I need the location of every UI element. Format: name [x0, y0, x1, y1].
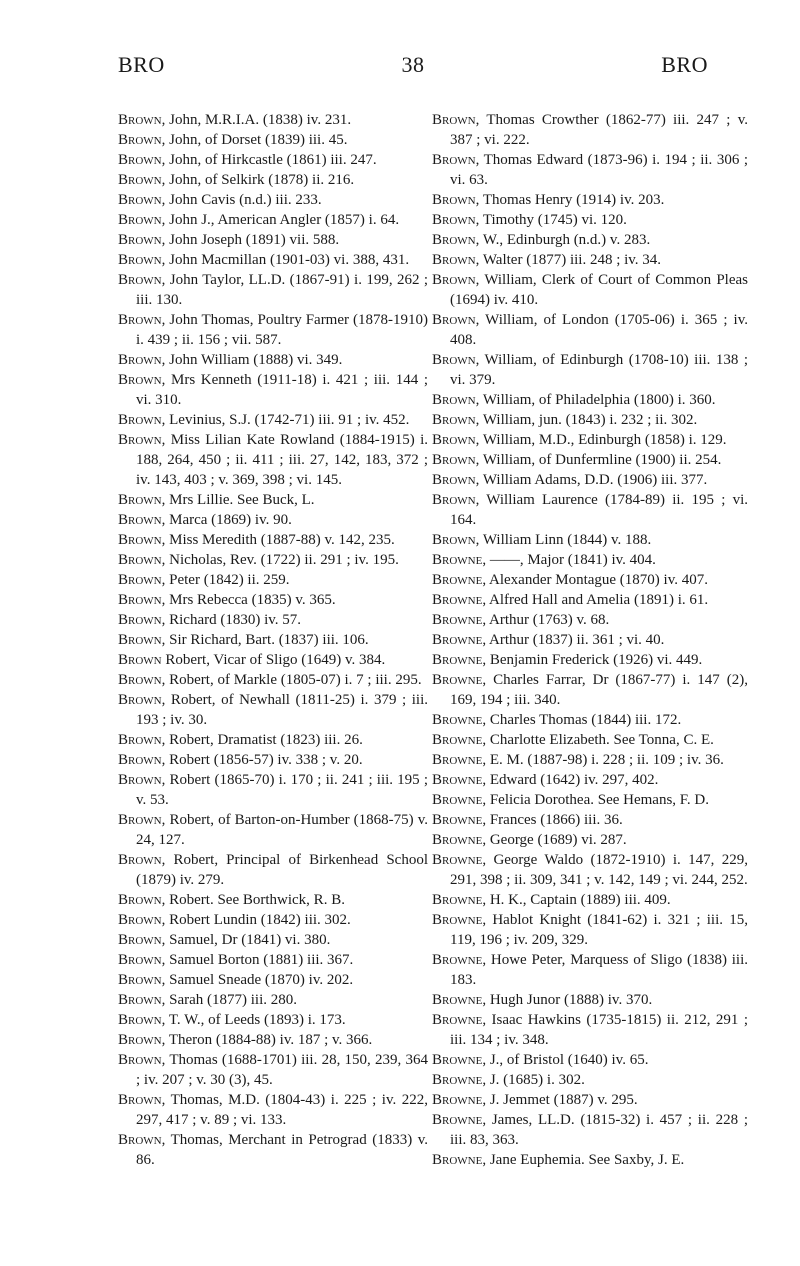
entry-surname: Brown [118, 192, 162, 208]
index-entry [432, 630, 748, 650]
entry-text: , Peter (1842) ii. 259. [161, 572, 290, 588]
index-entry [118, 950, 428, 970]
entry-text: , Mrs Lillie. See Buck, L. [161, 492, 315, 508]
entry-text: , Mrs Kenneth (1911-18) i. 421 ; iii. 144 ; vi. 310. [136, 372, 428, 408]
index-entry [432, 530, 748, 550]
index-entry [432, 890, 748, 910]
entry-text: , J. (1685) i. 302. [482, 1072, 585, 1088]
index-entry [118, 690, 428, 730]
entry-text: , J., of Bristol (1640) iv. 65. [482, 1052, 649, 1068]
entry-surname: Brown [118, 672, 162, 688]
entry-surname: Brown [432, 192, 476, 208]
entry-surname: Brown [118, 492, 162, 508]
entry-surname: Browne [432, 1052, 483, 1068]
index-entry [118, 130, 428, 150]
entry-text: , Thomas, M.D. (1804-43) i. 225 ; iv. 222, 297, 417 ; v. 89 ; vi. 133. [136, 1092, 428, 1128]
index-entry [432, 230, 748, 250]
entry-surname: Browne [432, 1152, 483, 1168]
entry-surname: Brown [118, 352, 162, 368]
index-entry [432, 410, 748, 430]
entry-text: , Samuel Borton (1881) iii. 367. [161, 952, 354, 968]
entry-surname: Brown [118, 692, 162, 708]
index-entry [118, 370, 428, 410]
entry-surname: Browne [432, 1112, 483, 1128]
index-entry [432, 150, 748, 190]
index-entry [432, 610, 748, 630]
entry-surname: Browne [432, 772, 483, 788]
entry-text: , George (1689) vi. 287. [482, 832, 627, 848]
entry-surname: Browne [432, 632, 483, 648]
entry-text: , John, of Dorset (1839) iii. 45. [161, 132, 348, 148]
entry-surname: Brown [432, 252, 476, 268]
index-entry [432, 210, 748, 230]
entry-text: , Hablot Knight (1841-62) i. 321 ; iii. 15, 119, 196 ; iv. 209, 329. [450, 912, 748, 948]
entry-text: , Alexander Montague (1870) iv. 407. [482, 572, 708, 588]
entry-text: , Samuel Sneade (1870) iv. 202. [161, 972, 354, 988]
entry-surname: Brown [432, 352, 476, 368]
entry-text: , John William (1888) vi. 349. [161, 352, 343, 368]
entry-text: , John Taylor, LL.D. (1867-91) i. 199, 262 ; iii. 130. [136, 272, 428, 308]
entry-text: , Samuel, Dr (1841) vi. 380. [161, 932, 331, 948]
index-entry [118, 1090, 428, 1130]
entry-text: , John, of Selkirk (1878) ii. 216. [161, 172, 355, 188]
index-entry [432, 810, 748, 830]
index-entry [432, 390, 748, 410]
entry-text: , Thomas Henry (1914) iv. 203. [475, 192, 665, 208]
entry-surname: Brown [118, 572, 162, 588]
index-entry [118, 490, 428, 510]
entry-surname: Browne [432, 572, 483, 588]
index-entry [432, 430, 748, 450]
entry-surname: Brown [432, 232, 476, 248]
entry-text: , Robert (1865-70) i. 170 ; ii. 241 ; iii. 195 ; v. 53. [136, 772, 428, 808]
entry-text: , Charlotte Elizabeth. See Tonna, C. E. [482, 732, 714, 748]
index-entry [432, 250, 748, 270]
index-entry [118, 250, 428, 270]
index-entry [118, 990, 428, 1010]
entry-surname: Brown [432, 112, 476, 128]
entry-surname: Brown [118, 272, 162, 288]
entry-text: , William, jun. (1843) i. 232 ; ii. 302. [475, 412, 698, 428]
entry-text: , George Waldo (1872-1910) i. 147, 229, 291, 398 ; ii. 309, 341 ; v. 142, 149 ; vi. 244, 252. [450, 852, 748, 888]
entry-text: , Miss Meredith (1887-88) v. 142, 235. [161, 532, 395, 548]
entry-surname: Brown [118, 652, 162, 668]
index-entry [118, 430, 428, 490]
entry-surname: Browne [432, 1012, 483, 1028]
index-entry [118, 910, 428, 930]
index-entry [118, 730, 428, 750]
index-entry [118, 310, 428, 350]
entry-surname: Browne [432, 1072, 483, 1088]
entry-text: , Charles Thomas (1844) iii. 172. [482, 712, 682, 728]
index-entry [432, 450, 748, 470]
entry-surname: Brown [432, 472, 476, 488]
entry-text: , Thomas, Merchant in Petrograd (1833) v. 86. [136, 1132, 428, 1168]
entry-text: , Robert, Dramatist (1823) iii. 26. [161, 732, 363, 748]
index-entry [118, 1050, 428, 1090]
entry-surname: Brown [118, 892, 162, 908]
entry-text: , Nicholas, Rev. (1722) ii. 291 ; iv. 195. [161, 552, 399, 568]
entry-text: , Benjamin Frederick (1926) vi. 449. [482, 652, 703, 668]
entry-surname: Brown [118, 752, 162, 768]
index-entry [118, 670, 428, 690]
entry-surname: Browne [432, 792, 483, 808]
index-entry [118, 770, 428, 810]
entry-text: , J. Jemmet (1887) v. 295. [482, 1092, 638, 1108]
entry-surname: Browne [432, 952, 483, 968]
index-entry [118, 410, 428, 430]
index-entry [118, 550, 428, 570]
index-entry [432, 1150, 748, 1170]
header-left-guide-word: BRO [118, 52, 165, 77]
index-entry [118, 230, 428, 250]
entry-text: , Robert, of Barton-on-Humber (1868-75) v. 24, 127. [136, 812, 428, 848]
entry-surname: Brown [432, 152, 476, 168]
entry-surname: Brown [432, 412, 476, 428]
entry-surname: Brown [432, 392, 476, 408]
entry-surname: Brown [118, 252, 162, 268]
entry-text: , Walter (1877) iii. 248 ; iv. 34. [475, 252, 662, 268]
entry-text: , William, of Dunfermline (1900) ii. 254. [475, 452, 722, 468]
entry-text: , William Adams, D.D. (1906) iii. 377. [475, 472, 708, 488]
entry-text: , Robert (1856-57) iv. 338 ; v. 20. [161, 752, 363, 768]
index-entry [432, 950, 748, 990]
right-index-column [432, 110, 748, 1170]
entry-surname: Brown [118, 1092, 162, 1108]
entry-surname: Brown [118, 152, 162, 168]
entry-surname: Brown [118, 812, 162, 828]
entry-surname: Brown [118, 732, 162, 748]
entry-text: , Robert. See Borthwick, R. B. [161, 892, 345, 908]
entry-text: , H. K., Captain (1889) iii. 409. [482, 892, 671, 908]
entry-text: Robert, Vicar of Sligo (1649) v. 384. [161, 652, 386, 668]
entry-surname: Browne [432, 612, 483, 628]
entry-text: , Arthur (1763) v. 68. [482, 612, 610, 628]
entry-surname: Brown [118, 992, 162, 1008]
index-entry [432, 350, 748, 390]
index-entry [432, 710, 748, 730]
entry-surname: Browne [432, 712, 483, 728]
entry-surname: Brown [118, 412, 162, 428]
index-entry [118, 810, 428, 850]
index-entry [118, 190, 428, 210]
entry-surname: Brown [118, 532, 162, 548]
entry-text: , ——, Major (1841) iv. 404. [482, 552, 656, 568]
entry-text: , Thomas Edward (1873-96) i. 194 ; ii. 306 ; vi. 63. [450, 152, 748, 188]
index-entry [432, 590, 748, 610]
index-entry [118, 110, 428, 130]
index-entry [118, 890, 428, 910]
index-entry [432, 830, 748, 850]
entry-surname: Brown [118, 1132, 162, 1148]
index-entry [432, 670, 748, 710]
entry-surname: Brown [118, 512, 162, 528]
entry-surname: Brown [118, 852, 162, 868]
entry-surname: Brown [432, 532, 476, 548]
index-entry [118, 1010, 428, 1030]
entry-text: , Thomas Crowther (1862-77) iii. 247 ; v. 387 ; vi. 222. [450, 112, 748, 148]
index-entry [118, 750, 428, 770]
entry-text: , John Cavis (n.d.) iii. 233. [161, 192, 322, 208]
index-entry [432, 990, 748, 1010]
entry-text: , William, of Edinburgh (1708-10) iii. 138 ; vi. 379. [450, 352, 748, 388]
entry-text: , Sir Richard, Bart. (1837) iii. 106. [161, 632, 369, 648]
entry-text: , Alfred Hall and Amelia (1891) i. 61. [482, 592, 709, 608]
index-entry [432, 490, 748, 530]
entry-surname: Brown [118, 1032, 162, 1048]
index-entry [118, 530, 428, 550]
entry-surname: Brown [118, 912, 162, 928]
entry-text: , Charles Farrar, Dr (1867-77) i. 147 (2), 169, 194 ; iii. 340. [450, 672, 748, 708]
entry-surname: Brown [118, 232, 162, 248]
index-entry [118, 630, 428, 650]
index-entry [118, 150, 428, 170]
entry-surname: Brown [118, 952, 162, 968]
index-entry [118, 610, 428, 630]
entry-surname: Brown [432, 312, 476, 328]
entry-text: , William Linn (1844) v. 188. [475, 532, 652, 548]
entry-surname: Browne [432, 892, 483, 908]
index-entry [432, 1110, 748, 1150]
entry-surname: Brown [118, 312, 162, 328]
entry-text: , Timothy (1745) vi. 120. [475, 212, 627, 228]
entry-surname: Brown [118, 1012, 162, 1028]
index-entry [432, 750, 748, 770]
entry-text: , Isaac Hawkins (1735-1815) ii. 212, 291 ; iii. 134 ; iv. 348. [450, 1012, 748, 1048]
entry-text: , Marca (1869) iv. 90. [161, 512, 292, 528]
entry-text: , John Joseph (1891) vii. 588. [161, 232, 340, 248]
entry-surname: Brown [432, 212, 476, 228]
entry-text: , Robert, of Markle (1805-07) i. 7 ; iii. 295. [161, 672, 422, 688]
entry-surname: Brown [432, 432, 476, 448]
left-index-column [118, 110, 428, 1170]
entry-text: , John J., American Angler (1857) i. 64. [161, 212, 400, 228]
index-entry [118, 1030, 428, 1050]
entry-text: , Arthur (1837) ii. 361 ; vi. 40. [482, 632, 665, 648]
header-right-guide-word: BRO [661, 52, 708, 77]
entry-surname: Browne [432, 852, 483, 868]
entry-surname: Brown [118, 1052, 162, 1068]
index-entry [432, 770, 748, 790]
entry-text: , Jane Euphemia. See Saxby, J. E. [482, 1152, 685, 1168]
entry-surname: Browne [432, 912, 483, 928]
entry-surname: Brown [118, 132, 162, 148]
entry-text: , Sarah (1877) iii. 280. [161, 992, 298, 1008]
entry-surname: Brown [118, 592, 162, 608]
entry-text: , William Laurence (1784-89) ii. 195 ; vi. 164. [450, 492, 748, 528]
entry-surname: Browne [432, 752, 483, 768]
entry-text: , William, Clerk of Court of Common Pleas (1694) iv. 410. [450, 272, 748, 308]
entry-text: , Edward (1642) iv. 297, 402. [482, 772, 659, 788]
entry-surname: Browne [432, 732, 483, 748]
entry-text: , William, M.D., Edinburgh (1858) i. 129. [475, 432, 727, 448]
entry-text: , Robert Lundin (1842) iii. 302. [161, 912, 351, 928]
entry-text: , John Thomas, Poultry Farmer (1878-1910) i. 439 ; ii. 156 ; vii. 587. [136, 312, 428, 348]
entry-text: , Levinius, S.J. (1742-71) iii. 91 ; iv. 452. [161, 412, 410, 428]
entry-text: , John, M.R.I.A. (1838) iv. 231. [161, 112, 352, 128]
index-entry [432, 110, 748, 150]
index-entry [432, 190, 748, 210]
entry-surname: Brown [118, 112, 162, 128]
index-entry [118, 210, 428, 230]
entry-text: , John, of Hirkcastle (1861) iii. 247. [161, 152, 377, 168]
index-entry [432, 1010, 748, 1050]
index-entry [432, 910, 748, 950]
index-entry [118, 1130, 428, 1170]
entry-text: , William, of Philadelphia (1800) i. 360. [475, 392, 716, 408]
entry-surname: Browne [432, 832, 483, 848]
entry-surname: Browne [432, 672, 483, 688]
index-entry [118, 570, 428, 590]
index-entry [432, 850, 748, 890]
entry-surname: Brown [118, 612, 162, 628]
index-entry [432, 1050, 748, 1070]
entry-surname: Brown [118, 972, 162, 988]
entry-text: , James, LL.D. (1815-32) i. 457 ; ii. 228 ; iii. 83, 363. [450, 1112, 748, 1148]
index-entry [118, 650, 428, 670]
entry-surname: Browne [432, 652, 483, 668]
entry-text: , W., Edinburgh (n.d.) v. 283. [475, 232, 651, 248]
entry-surname: Brown [118, 372, 162, 388]
index-entry [432, 550, 748, 570]
entry-surname: Browne [432, 592, 483, 608]
entry-text: , Robert, of Newhall (1811-25) i. 379 ; iii. 193 ; iv. 30. [136, 692, 428, 728]
entry-text: , Frances (1866) iii. 36. [482, 812, 623, 828]
index-entry [118, 970, 428, 990]
entry-text: , Hugh Junor (1888) iv. 370. [482, 992, 653, 1008]
entry-surname: Browne [432, 1092, 483, 1108]
entry-surname: Brown [118, 172, 162, 188]
entry-surname: Brown [118, 772, 162, 788]
entry-surname: Brown [432, 272, 476, 288]
entry-text: , William, of London (1705-06) i. 365 ; iv. 408. [450, 312, 748, 348]
index-entry [118, 170, 428, 190]
entry-text: , Theron (1884-88) iv. 187 ; v. 366. [161, 1032, 373, 1048]
index-entry [432, 650, 748, 670]
index-entry [432, 1070, 748, 1090]
entry-surname: Browne [432, 812, 483, 828]
index-entry [432, 790, 748, 810]
index-entry [118, 510, 428, 530]
index-entry [432, 1090, 748, 1110]
entry-text: , Felicia Dorothea. See Hemans, F. D. [482, 792, 710, 808]
entry-text: , Thomas (1688-1701) iii. 28, 150, 239, 364 ; iv. 207 ; v. 30 (3), 45. [136, 1052, 428, 1088]
entry-surname: Brown [118, 932, 162, 948]
index-entry [118, 270, 428, 310]
entry-text: , T. W., of Leeds (1893) i. 173. [161, 1012, 346, 1028]
entry-surname: Brown [118, 432, 162, 448]
entry-text: , Howe Peter, Marquess of Sligo (1838) iii. 183. [450, 952, 748, 988]
entry-surname: Brown [118, 632, 162, 648]
entry-text: , Mrs Rebecca (1835) v. 365. [161, 592, 336, 608]
entry-surname: Brown [118, 212, 162, 228]
entry-text: , E. M. (1887-98) i. 228 ; ii. 109 ; iv. 36. [482, 752, 724, 768]
index-entry [118, 850, 428, 890]
running-header [118, 52, 708, 86]
page-number: 38 [401, 52, 425, 77]
index-entry [432, 730, 748, 750]
index-entry [432, 310, 748, 350]
entry-surname: Brown [432, 452, 476, 468]
entry-surname: Browne [432, 992, 483, 1008]
entry-surname: Browne [432, 552, 483, 568]
index-entry [118, 350, 428, 370]
entry-text: , Richard (1830) iv. 57. [161, 612, 302, 628]
index-entry [432, 470, 748, 490]
entry-text: , Miss Lilian Kate Rowland (1884-1915) i. 188, 264, 450 ; ii. 411 ; iii. 27, 142, 183, 372 ; iv. 143, 403 ; v. 369, 398 ; vi. 145. [136, 432, 428, 488]
entry-text: , Robert, Principal of Birkenhead School (1879) iv. 279. [136, 852, 428, 888]
index-entry [432, 270, 748, 310]
index-entry [118, 590, 428, 610]
entry-surname: Brown [432, 492, 476, 508]
index-entry [432, 570, 748, 590]
index-entry [118, 930, 428, 950]
entry-surname: Brown [118, 552, 162, 568]
entry-text: , John Macmillan (1901-03) vi. 388, 431. [161, 252, 410, 268]
